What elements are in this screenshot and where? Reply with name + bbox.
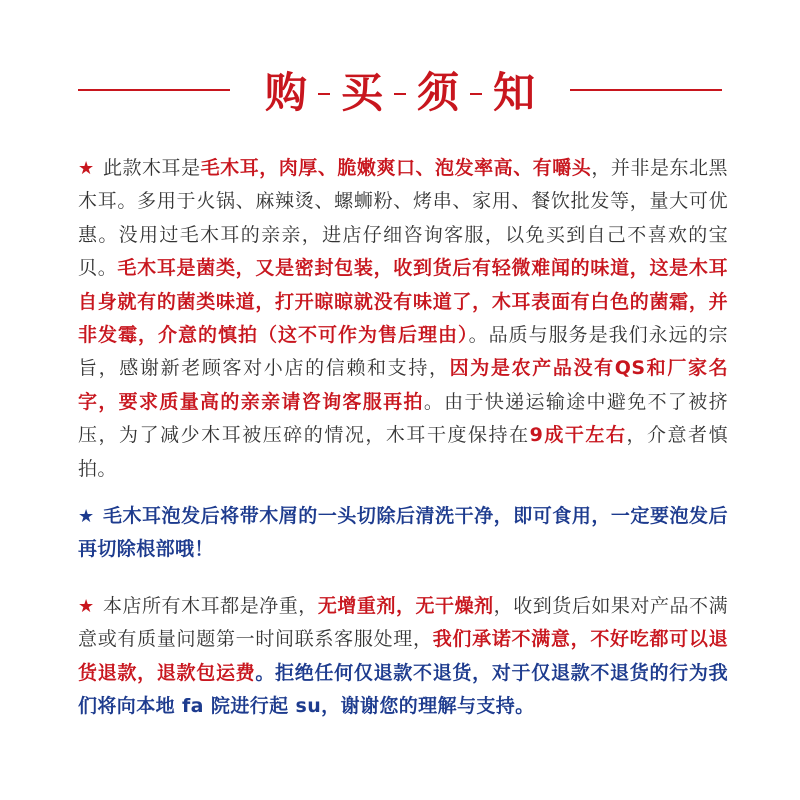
notice-highlight: 毛木耳，肉厚、脆嫩爽口、泡发率高、有嚼头 xyxy=(200,157,592,179)
title-char: 买 xyxy=(340,68,383,117)
page-title xyxy=(230,62,570,118)
notice-text: ，介意者慎拍。 xyxy=(78,424,728,480)
notice-text: 。品质与服务是我们永远的宗旨，感谢新老顾客对小店的信赖和支持， xyxy=(78,324,728,380)
notice-highlight: 因为是农产品没有QS和厂家名字，要求质量高的亲亲请咨询客服再拍 xyxy=(78,357,729,413)
title-divider-right xyxy=(570,89,722,91)
notice-paragraph-preparation xyxy=(78,500,728,567)
notice-paragraph-after-sales xyxy=(78,590,728,724)
title-char: 购 xyxy=(264,68,307,117)
notice-highlight: 。拒绝任何仅退款不退货，对于仅退款不退货的行为我们将向本地 fa 院进行起 su，谢谢您的理解与支持。 xyxy=(78,661,728,718)
title-separator xyxy=(394,93,406,95)
notice-highlight: 我们承诺不满意，不好吃都可以退货退款，退款包运费 xyxy=(78,628,728,684)
notice-text: 本店所有木耳都是净重， xyxy=(102,595,318,617)
title-row xyxy=(0,62,800,118)
notice-text: 此款木耳是 xyxy=(102,157,201,179)
star-bullet-icon: ★ xyxy=(78,506,101,527)
notice-paragraph-product xyxy=(78,152,728,486)
notice-text: 。由于快递运输途中避免不了被挤压，为了减少木耳被压碎的情况，木耳干度保持在 xyxy=(78,390,728,447)
notice-text: ，收到货后如果对产品不满意或有质量问题第一时间联系客服处理， xyxy=(78,595,728,651)
notice-text: ，并非是东北黑木耳。多用于火锅、麻辣烫、螺蛳粉、烤串、家用、餐饮批发等，量大可优惠。没用过毛木耳的亲亲，进店仔细咨询客服，以免买到自己不喜欢的宝贝。 xyxy=(78,157,728,280)
title-separator xyxy=(470,93,482,95)
title-separator xyxy=(318,93,330,95)
notice-highlight: 毛木耳泡发后将带木屑的一头切除后清洗干净，即可食用，一定要泡发后再切除根部哦！ xyxy=(78,505,728,561)
notice-highlight: 无增重剂，无干燥剂 xyxy=(317,595,494,617)
star-bullet-icon: ★ xyxy=(78,158,101,179)
title-char: 须 xyxy=(417,68,460,117)
title-char: 知 xyxy=(493,68,536,117)
title-divider-left xyxy=(78,89,230,91)
notice-highlight: 毛木耳是菌类，又是密封包装，收到货后有轻微难闻的味道，这是木耳自身就有的菌类味道，打开晾晾就没有味道了，木耳表面有白色的菌霜，并非发霉，介意的慎拍（这不可作为售后理由） xyxy=(78,257,728,347)
notice-highlight: 9成干左右 xyxy=(529,424,627,447)
star-bullet-icon: ★ xyxy=(78,596,101,617)
